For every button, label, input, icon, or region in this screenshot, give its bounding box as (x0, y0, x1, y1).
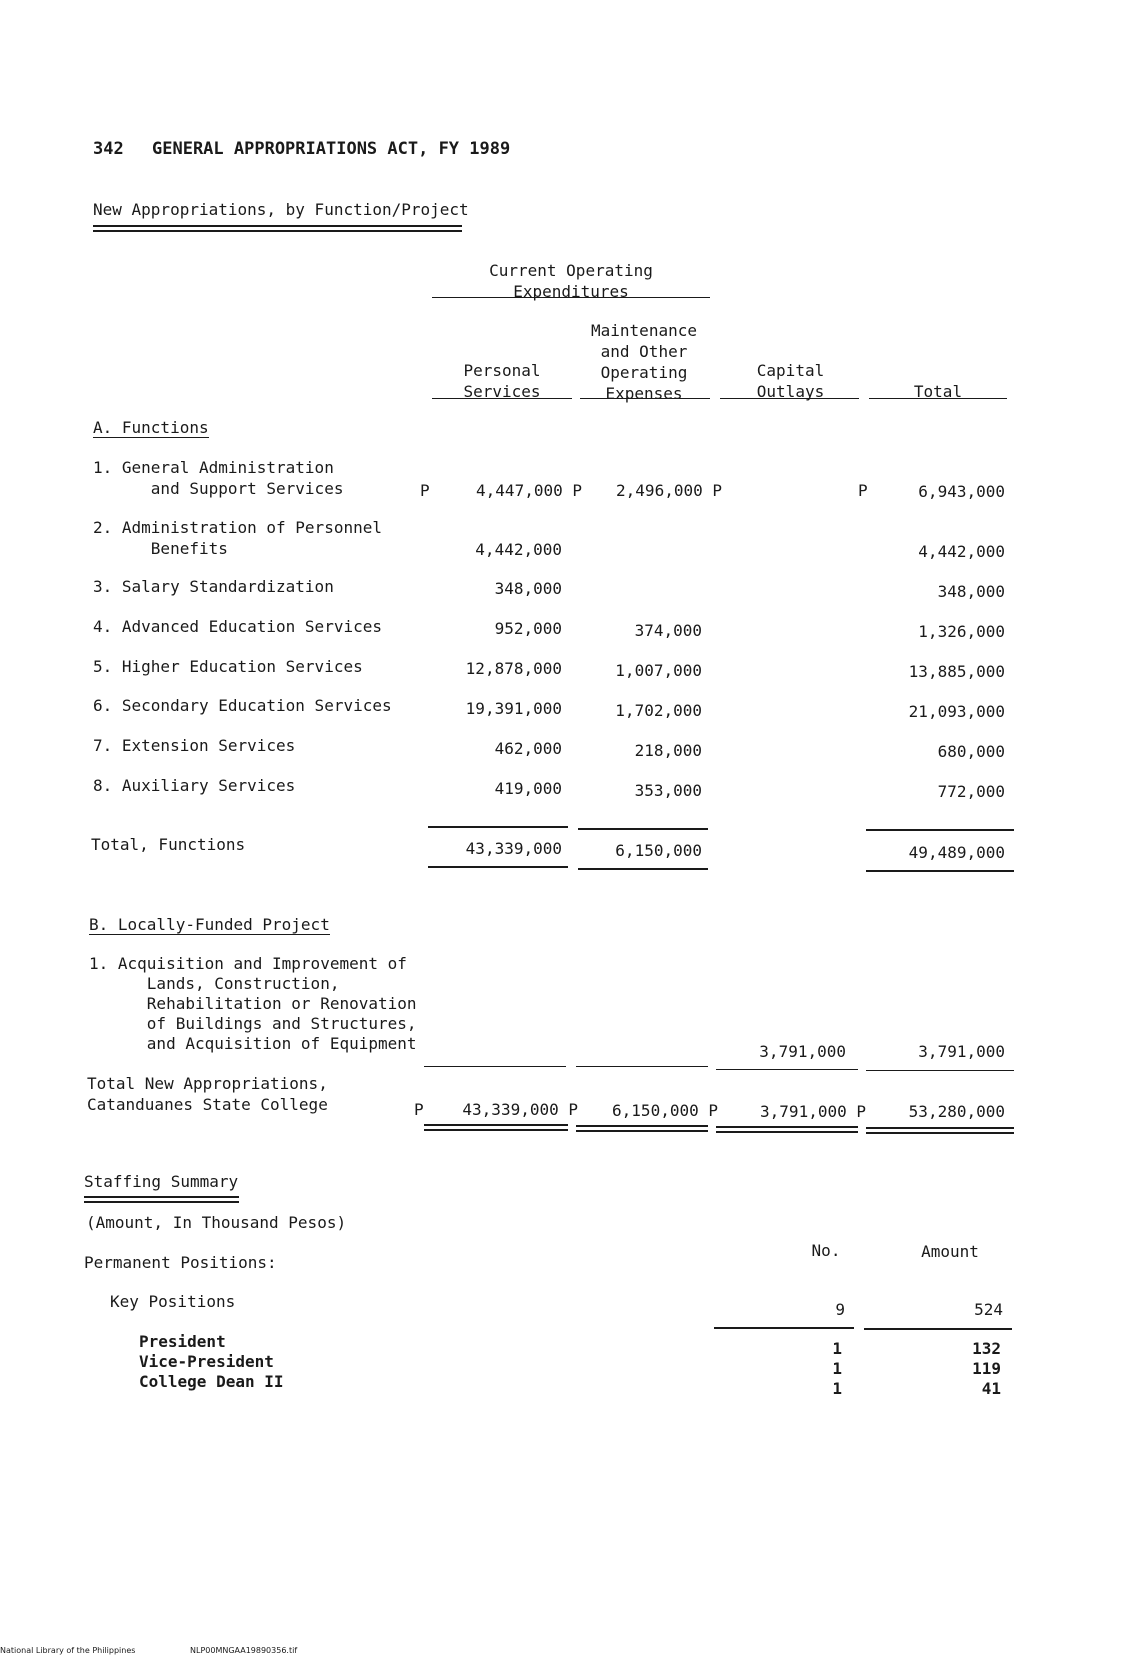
functions-total-mooe: 6,150,000 (615, 841, 702, 860)
function-row-label: 5. Higher Education Services (93, 657, 363, 676)
function-row-label: 7. Extension Services (93, 736, 296, 755)
grand-total-double-rule (866, 1127, 1014, 1134)
function-row-label: 4. Advanced Education Services (93, 617, 382, 636)
projects-heading: B. Locally-Funded Project (89, 915, 330, 934)
project-rule (866, 1070, 1014, 1071)
total-header-rule (869, 398, 1007, 399)
subtotal-rule (578, 868, 708, 870)
function-row-total: 4,442,000 (918, 542, 1005, 561)
project-row-capital: 3,791,000 (759, 1042, 846, 1061)
position-amount: 119 (972, 1359, 1001, 1378)
footer-file-id: NLP00MNGAA19890356.tif (190, 1646, 298, 1655)
grand-total-total: 53,280,000 (908, 1102, 1005, 1121)
staffing-title: Staffing Summary (84, 1172, 239, 1191)
function-row-total: 21,093,000 (908, 702, 1005, 721)
function-row-total: 772,000 (937, 782, 1005, 801)
function-row-personal: 12,878,000 (465, 659, 562, 678)
function-row-total: 680,000 (937, 742, 1005, 761)
peso-sign: P (858, 481, 868, 500)
function-row-total: 348,000 (937, 582, 1005, 601)
subtotal-rule (578, 828, 708, 830)
mooe-header-rule (580, 398, 710, 399)
subtotal-rule (866, 829, 1014, 831)
key-positions-amount: 524 (974, 1300, 1003, 1319)
staffing-amount-header: Amount (921, 1242, 979, 1261)
personal-header-rule (432, 398, 572, 399)
key-positions-no: 9 (835, 1300, 845, 1319)
function-row-total: 13,885,000 (908, 662, 1005, 681)
page-number: 342 (93, 139, 124, 159)
position-title: President (139, 1332, 226, 1351)
grand-total-mooe: 6,150,000 P (612, 1101, 718, 1120)
footer-library: National Library of the Philippines (0, 1646, 136, 1655)
project-rule (716, 1069, 858, 1070)
key-positions-label: Key Positions (110, 1292, 236, 1311)
grand-total-double-rule (716, 1126, 858, 1133)
function-row-mooe: 374,000 (634, 621, 702, 640)
functions-total-label: Total, Functions (91, 835, 246, 854)
project-rule (576, 1066, 708, 1067)
position-amount: 41 (981, 1379, 1001, 1398)
function-row-mooe: 353,000 (634, 781, 702, 800)
position-title: College Dean II (139, 1372, 284, 1391)
function-row-mooe: 1,007,000 (615, 661, 702, 680)
functions-total-total: 49,489,000 (908, 843, 1005, 862)
function-row-label: 1. General Administration and Support Services (93, 458, 344, 498)
key-positions-rule (864, 1328, 1012, 1330)
capital-header-rule (720, 398, 859, 399)
function-row-personal: 348,000 (494, 579, 562, 598)
functions-total-personal: 43,339,000 (465, 839, 562, 858)
staffing-subtitle: (Amount, In Thousand Pesos) (86, 1213, 347, 1232)
staffing-title-rule (84, 1196, 239, 1203)
function-row-mooe: 218,000 (634, 741, 702, 760)
column-header-mooe: Maintenance and Other Operating Expenses (591, 321, 697, 403)
project-row-label: 1. Acquisition and Improvement of Lands, Construction, Rehabilitation or Renovation of Buildings and Structures, and Acquisition of Equipment (89, 954, 417, 1053)
function-row-personal: 19,391,000 (465, 699, 562, 718)
position-no: 1 (832, 1339, 842, 1358)
key-positions-rule (714, 1327, 854, 1329)
function-row-mooe: 2,496,000 P (616, 481, 722, 500)
function-row-label: 2. Administration of Personnel Benefits (93, 518, 382, 558)
grand-total-capital: 3,791,000 P (760, 1102, 866, 1121)
staffing-no-header: No. (811, 1241, 841, 1260)
functions-heading: A. Functions (93, 418, 209, 437)
section-title: New Appropriations, by Function/Project (93, 200, 469, 219)
function-row-total: 6,943,000 (918, 482, 1005, 501)
function-row-label: 3. Salary Standardization (93, 577, 334, 596)
peso-sign: P (420, 481, 430, 500)
project-row-total: 3,791,000 (918, 1042, 1005, 1061)
grand-total-double-rule (576, 1125, 708, 1132)
position-amount: 132 (972, 1339, 1001, 1358)
subtotal-rule (428, 826, 568, 828)
column-header-total: Total (913, 382, 963, 401)
function-row-personal: 4,442,000 (475, 540, 562, 559)
section-title-rule (93, 225, 462, 232)
position-title: Vice-President (139, 1352, 274, 1371)
function-row-mooe: 1,702,000 (615, 701, 702, 720)
grand-total-double-rule (424, 1124, 568, 1131)
subtotal-rule (866, 870, 1014, 872)
grand-total-personal: 43,339,000 P (462, 1100, 578, 1119)
position-no: 1 (832, 1359, 842, 1378)
function-row-label: 6. Secondary Education Services (93, 696, 392, 715)
permanent-positions-label: Permanent Positions: (84, 1253, 277, 1272)
column-group-header: Current Operating Expenditures (489, 261, 653, 301)
function-row-personal: 4,447,000 P (476, 481, 582, 500)
peso-sign: P (414, 1100, 424, 1119)
function-row-personal: 462,000 (494, 739, 562, 758)
subtotal-rule (428, 866, 568, 868)
running-title: GENERAL APPROPRIATIONS ACT, FY 1989 (152, 139, 511, 159)
function-row-total: 1,326,000 (918, 622, 1005, 641)
function-row-label: 8. Auxiliary Services (93, 776, 296, 795)
grand-total-label: Total New Appropriations, Catanduanes State College (87, 1074, 328, 1114)
position-no: 1 (832, 1379, 842, 1398)
column-header-personal: Personal Services (463, 361, 541, 401)
column-header-capital: Capital Outlays (756, 361, 825, 401)
project-rule (424, 1066, 566, 1067)
function-row-personal: 952,000 (494, 619, 562, 638)
function-row-personal: 419,000 (494, 779, 562, 798)
group-header-rule (432, 297, 710, 298)
